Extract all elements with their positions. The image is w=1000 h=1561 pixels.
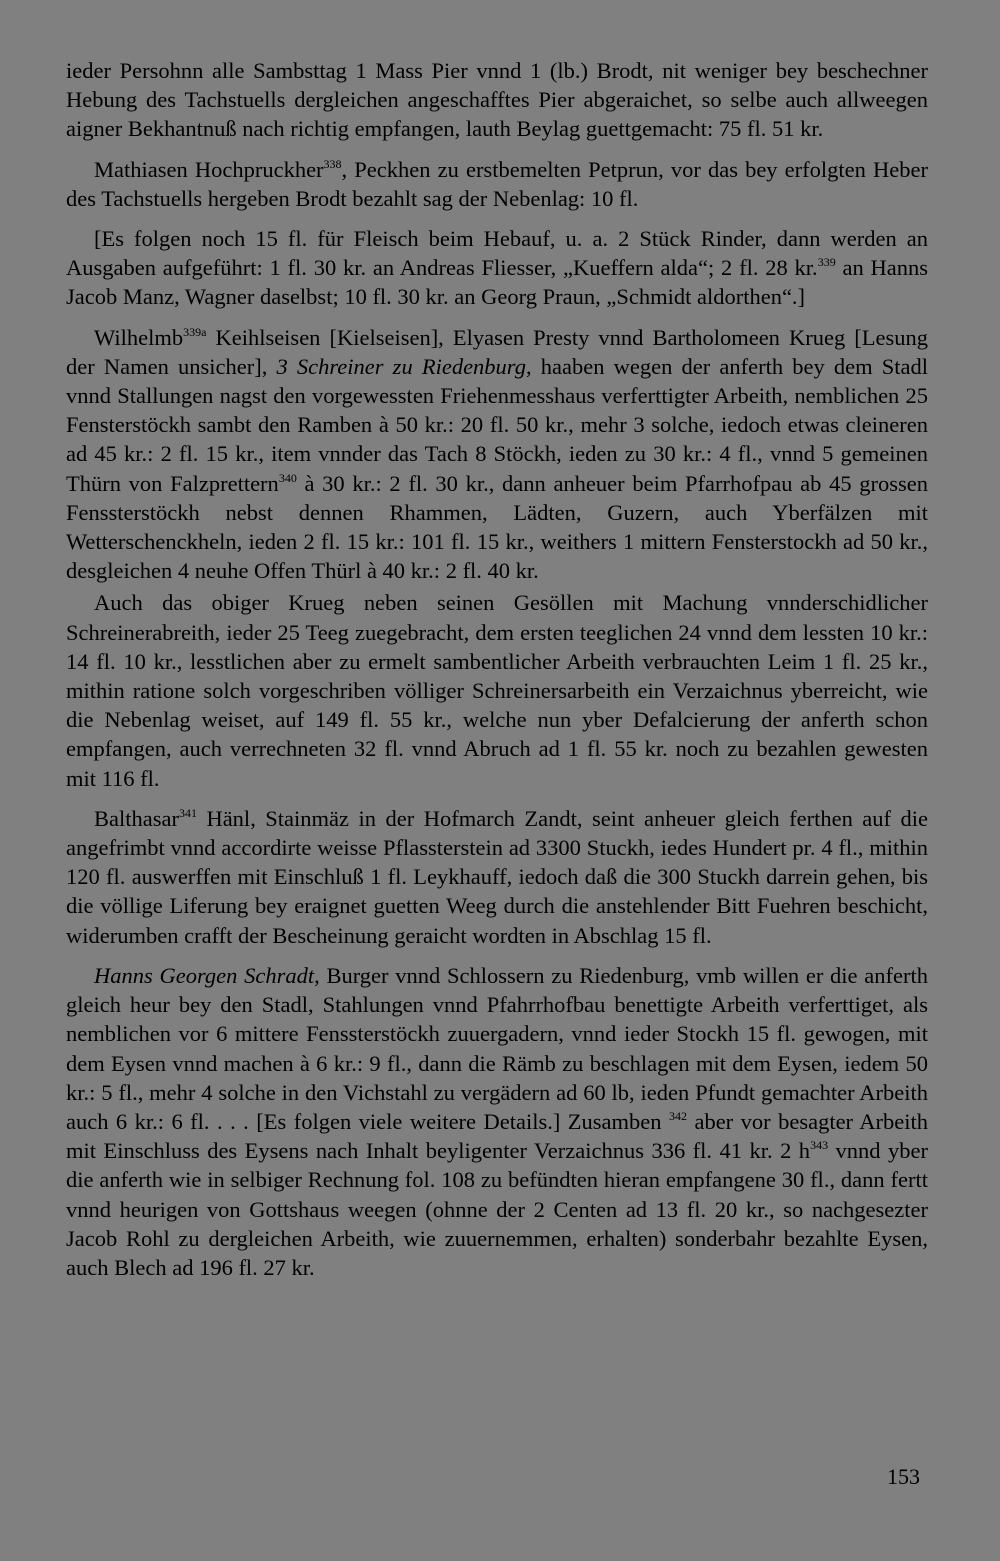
paragraph-6 [66, 804, 928, 950]
text-run: aber vor besagter Arbeith mit Einschluss des Eysens nach Inhalt beyligenter Verzaichnus 336 fl. 41 kr. 2 h [66, 1108, 928, 1164]
text-run: à 30 kr.: 2 fl. 30 kr., dann anheuer beim Pfarrhofpau ab 45 grossen Fenssterstöckh nebst dennen Rhammen, Lädten, Guzern, auch Yberfälzen mit Wetterschenckheln, ieden 2 fl. 15 kr.: 101 fl. 15 kr., weithers 1 mittern Fensterstockh ad 50 kr., desgleichen 4 neuhe Offen Thürl à 40 kr.: 2 fl. 40 kr. [66, 470, 928, 584]
footnote-marker: 339a [183, 324, 207, 339]
text-run: Keihlseisen [Kielseisen], Elyasen Presty vnnd Bartholomeen Krueg [Lesung der Namen unsicher], [66, 324, 928, 379]
text-run: Wilhelmb [94, 324, 184, 350]
body-text [66, 56, 928, 1293]
text-run: , Burger vnnd Schlossern zu Riedenburg, vmb willen er die anferth gleich heur bey den Stadl, Stahlungen vnnd Pfahrrhofbau benettigte Arbeith verferttiget, als nemblichen vor 6 mittere Fenssterstöckh zuuergadern, vnnd ieder Stockh 15 fl. gewogen, mit dem Eysen vnnd machen à 6 kr.: 9 fl., dann die Rämb zu beschlagen mit dem Eysen, iedem 50 kr.: 5 fl., mehr 4 solche in den Vichstahl zu vergädern ad 60 lb, ieden Pfundt gemachter Arbeith auch 6 kr.: 6 fl. . . . [Es folgen viele weitere Details.] Zusamben [66, 962, 928, 1134]
text-run: Auch das obiger Krueg neben seinen Gesöllen mit Machung vnnderschidlicher Schreinerabreith, ieder 25 Teeg zuegebracht, dem ersten teeglichen 24 vnnd dem lessten 10 kr.: 14 fl. 10 kr., lesstlichen aber zu ermelt sambentlicher Arbeith verbrauchten Leim 1 fl. 25 kr., mithin ratione solch vorgeschriben völliger Schreinersarbeith ein Verzaichnus yberreicht, wie die Nebenlag weiset, auf 149 fl. 55 kr., welche nun yber Defalcierung der anferth schon empfangen, auch verrechneten 32 fl. vnnd Abruch ad 1 fl. 55 kr. noch zu bezahlen gewesten mit 116 fl. [66, 590, 928, 791]
text-run: [Es folgen noch 15 fl. für Fleisch beim Hebauf, u. a. 2 Stück Rinder, dann werden an Ausgaben aufgeführt: 1 fl. 30 kr. an Andreas Fliesser, „Kueffern alda“; 2 fl. 28 kr. [66, 226, 928, 281]
text-run: , Peckhen zu erstbemelten Petprun, vor das bey erfolgten Heber des Tachstuells hergeben Brodt bezahlt sag der Nebenlag: 10 fl. [66, 156, 928, 211]
italic-text: 3 Schreiner zu Riedenburg [276, 353, 526, 379]
italic-text: Hanns Georgen Schradt [94, 962, 315, 988]
footnote-marker: 341 [178, 805, 197, 820]
paragraph-3 [66, 224, 928, 312]
text-run: Mathiasen Hochpruckher [94, 156, 324, 182]
footnote-marker: 342 [669, 1108, 687, 1123]
paragraph-5 [66, 588, 928, 792]
footnote-marker: 343 [810, 1138, 829, 1153]
text-run: an Hanns Jacob Manz, Wagner daselbst; 10 fl. 30 kr. an Georg Praun, „Schmidt aldorthen“.] [66, 255, 928, 310]
text-run: vnnd yber die anferth wie in selbiger Rechnung fol. 108 zu befündten hieran empfangene 30 fl., dann fertt vnnd heurigen von Gottshaus weegen (ohnne der 2 Centen ad 13 fl. 20 kr., so nachgesezter Jacob Rohl zu dergleichen Arbeith, wie zuuernemmen, erhalten) sonderbahr bezahlte Eysen, auch Blech ad 196 fl. 27 kr. [66, 1138, 928, 1280]
page-number: 153 [887, 1464, 920, 1489]
text-run: ieder Persohnn alle Sambsttag 1 Mass Pier vnnd 1 (lb.) Brodt, nit weniger bey beschechner Hebung des Tachstuells dergleichen angeschafftes Pier abgeraichet, so selbe auch allweegen aigner Bekhantnuß nach richtig empfangen, lauth Beylag guettgemacht: 75 fl. 51 kr. [66, 58, 928, 142]
paragraph-1 [66, 56, 928, 144]
footnote-marker: 338 [323, 156, 342, 171]
text-run: Hänl, Stainmäz in der Hofmarch Zandt, seint anheuer gleich ferthen auf die angefrimbt vnnd accordirte weisse Pflassterstein ad 3300 Stuckh, iedes Hundert pr. 4 fl., mithin 120 fl. auswerffen mit Einschluß 1 fl. Leykhauff, iedoch daß die 300 Stuckh darrein gehen, bis die völlige Liferung bey eraignet guetten Weeg durch die anstehlender Bitt Fuehren beschicht, widerumben crafft der Bescheinung geraicht wordten in Abschlag 15 fl. [66, 805, 928, 948]
paragraph-4 [66, 323, 928, 586]
footnote-marker: 340 [278, 470, 297, 485]
paragraph-2 [66, 155, 928, 213]
text-run: Balthasar [94, 805, 179, 831]
text-run: , haaben wegen der anferth bey dem Stadl vnnd Stallungen nagst den vorgewessten Friehenmesshaus verferttigter Arbeith, nemblichen 25 Fensterstöckh sambt den Ramben à 50 kr.: 20 fl. 50 kr., mehr 3 solche, iedoch etwas cleineren ad 45 kr.: 2 fl. 15 kr., item vnnder das Tach 8 Stöckh, ieden zu 30 kr.: 4 fl., vnnd 5 gemeinen Thürn von Falzprettern [66, 353, 928, 496]
footnote-marker: 339 [817, 255, 836, 270]
paragraph-7 [66, 961, 928, 1282]
